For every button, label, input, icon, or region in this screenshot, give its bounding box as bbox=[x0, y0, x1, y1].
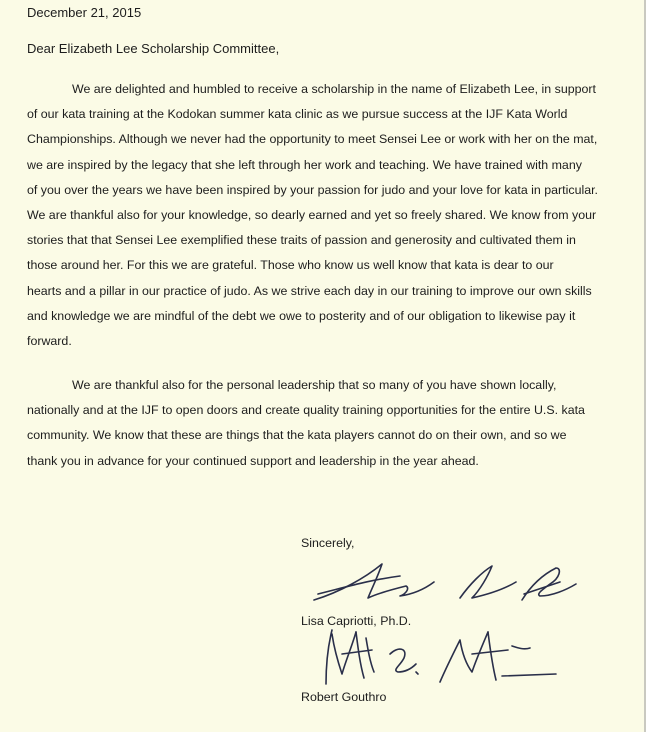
paragraph-line: stories that that Sensei Lee exemplified these traits of passion and generosity and cultivated them in bbox=[27, 233, 576, 248]
paragraph-1 bbox=[27, 77, 627, 354]
paragraph-2 bbox=[27, 373, 627, 474]
letter-date: December 21, 2015 bbox=[27, 5, 142, 20]
signature-1-image bbox=[310, 554, 580, 614]
paragraph-line: forward. bbox=[27, 334, 72, 349]
paragraph-line: of our kata training at the Kodokan summer kata clinic as we pursue success at the IJF Kata World bbox=[27, 107, 568, 122]
paragraph-line: We are delighted and humbled to receive a scholarship in the name of Elizabeth Lee, in support bbox=[72, 82, 596, 96]
paragraph-line: of you over the years we have been inspired by your passion for judo and your love for kata in particular. bbox=[27, 182, 598, 197]
paragraph-line: and knowledge we are mindful of the debt we owe to posterity and of our obligation to likewise pay it bbox=[27, 308, 576, 323]
paragraph-line: We are thankful also for your knowledge, so dearly earned and yet so freely shared. We know from your bbox=[27, 208, 597, 223]
closing: Sincerely, bbox=[301, 536, 355, 550]
paragraph-line: those around her. For this we are grateful. Those who know us well know that kata is dear to our bbox=[27, 258, 554, 273]
paragraph-line: Championships. Although we never had the opportunity to meet Sensei Lee or work with her on the mat, bbox=[27, 132, 598, 147]
signature-2-image bbox=[312, 624, 562, 686]
paragraph-line: thank you in advance for your continued support and leadership in the year ahead. bbox=[27, 453, 479, 468]
paragraph-line: nationally and at the IJF to open doors and create quality training opportunities for the entire U.S. kata bbox=[27, 403, 585, 418]
paragraph-line: We are thankful also for the personal leadership that so many of you have shown locally, bbox=[72, 378, 557, 392]
paragraph-line: hearts and a pillar in our practice of judo. As we strive each day in our training to improve our own skills bbox=[27, 283, 592, 298]
paragraph-line: we are inspired by the legacy that she left through her work and teaching. We have trained with many bbox=[27, 157, 582, 172]
signatory-2-name: Robert Gouthro bbox=[301, 690, 387, 704]
signatory-1-name: Lisa Capriotti, Ph.D. bbox=[301, 614, 412, 628]
paragraph-line: community. We know that these are things that the kata players cannot do on their own, and so we bbox=[27, 428, 567, 443]
salutation: Dear Elizabeth Lee Scholarship Committee, bbox=[27, 41, 280, 56]
